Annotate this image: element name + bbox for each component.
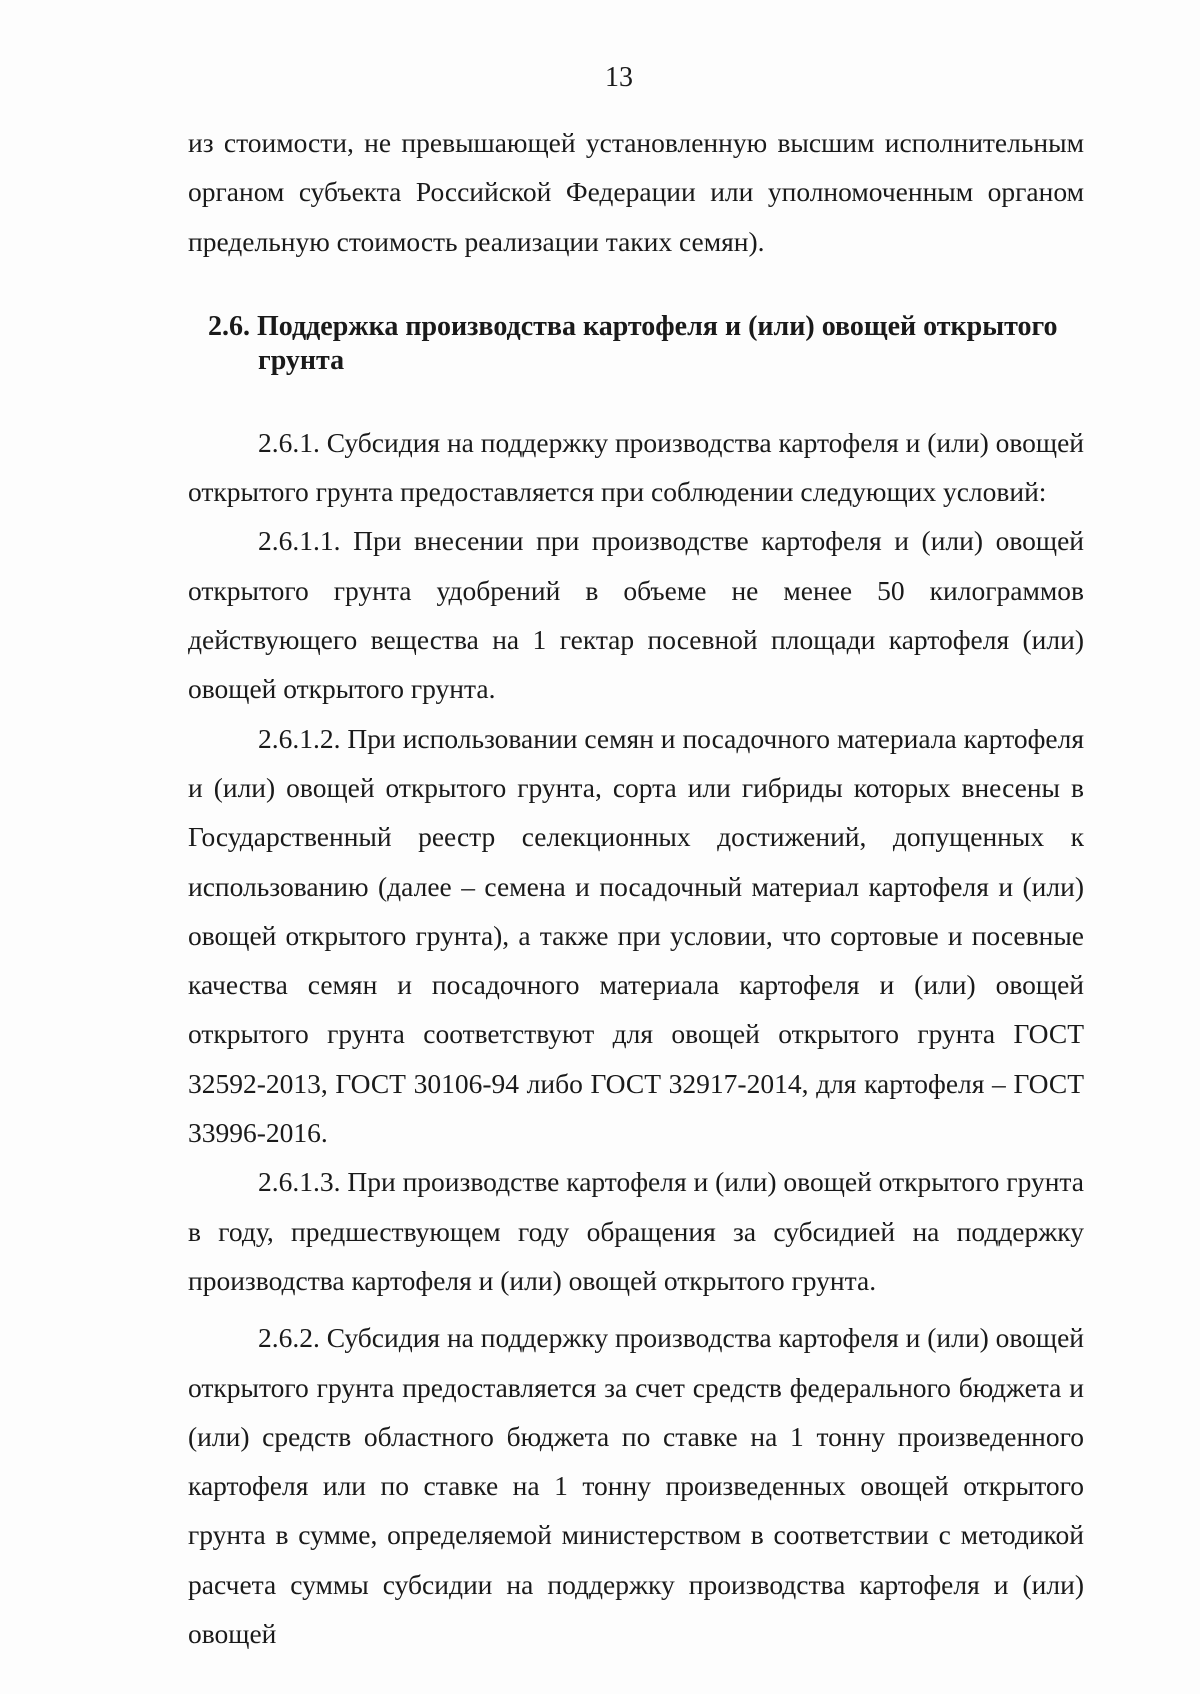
paragraph-2-6-2: 2.6.2. Субсидия на поддержку производства картофеля и (или) овощей открытого грунта предоставляется за счет средств федерального бюджета и (или) средств областного бюджета по ставке на 1 тонну произведенного картофеля или по ставке на 1 тонну произведенных овощей открытого грунта в сумме, определяемой министерством в соответствии с методикой расчета суммы субсидии на поддержку производства картофеля и (или) овощей xyxy=(188,1322,1084,1650)
paragraph-2-6-1: 2.6.1. Субсидия на поддержку производства картофеля и (или) овощей открытого грунта предоставляется при соблюдении следующих условий: xyxy=(188,426,1084,508)
section-heading: 2.6. Поддержка производства картофеля и (или) овощей открытого грунта xyxy=(208,310,1058,376)
paragraph-2-6-1-1: 2.6.1.1. При внесении при производстве картофеля и (или) овощей открытого грунта удобрений в объеме не менее 50 килограммов действующего вещества на 1 гектар посевной площади картофеля (или) овощей открытого грунта. xyxy=(188,525,1084,705)
paragraph-2-6-1-3: 2.6.1.3. При производстве картофеля и (или) овощей открытого грунта в году, предшествующем году обращения за субсидией на поддержку производства картофеля и (или) овощей открытого грунта. xyxy=(188,1166,1084,1296)
page-number: 13 xyxy=(605,62,633,93)
document-body xyxy=(188,118,1084,1658)
intro-paragraph: из стоимости, не превышающей установленную высшим исполнительным органом субъекта Российской Федерации или уполномоченным органом предельную стоимость реализации таких семян). xyxy=(188,127,1084,257)
paragraph-2-6-1-2: 2.6.1.2. При использовании семян и посадочного материала картофеля и (или) овощей открытого грунта, сорта или гибриды которых внесены в Государственный реестр селекционных достижений, допущенных к использованию (далее – семена и посадочный материал картофеля и (или) овощей открытого грунта), а также при условии, что сортовые и посевные качества семян и посадочного материала картофеля и (или) овощей открытого грунта соответствуют для овощей открытого грунта ГОСТ 32592-2013, ГОСТ 30106-94 либо ГОСТ 32917-2014, для картофеля – ГОСТ 33996-2016. xyxy=(188,722,1084,1149)
